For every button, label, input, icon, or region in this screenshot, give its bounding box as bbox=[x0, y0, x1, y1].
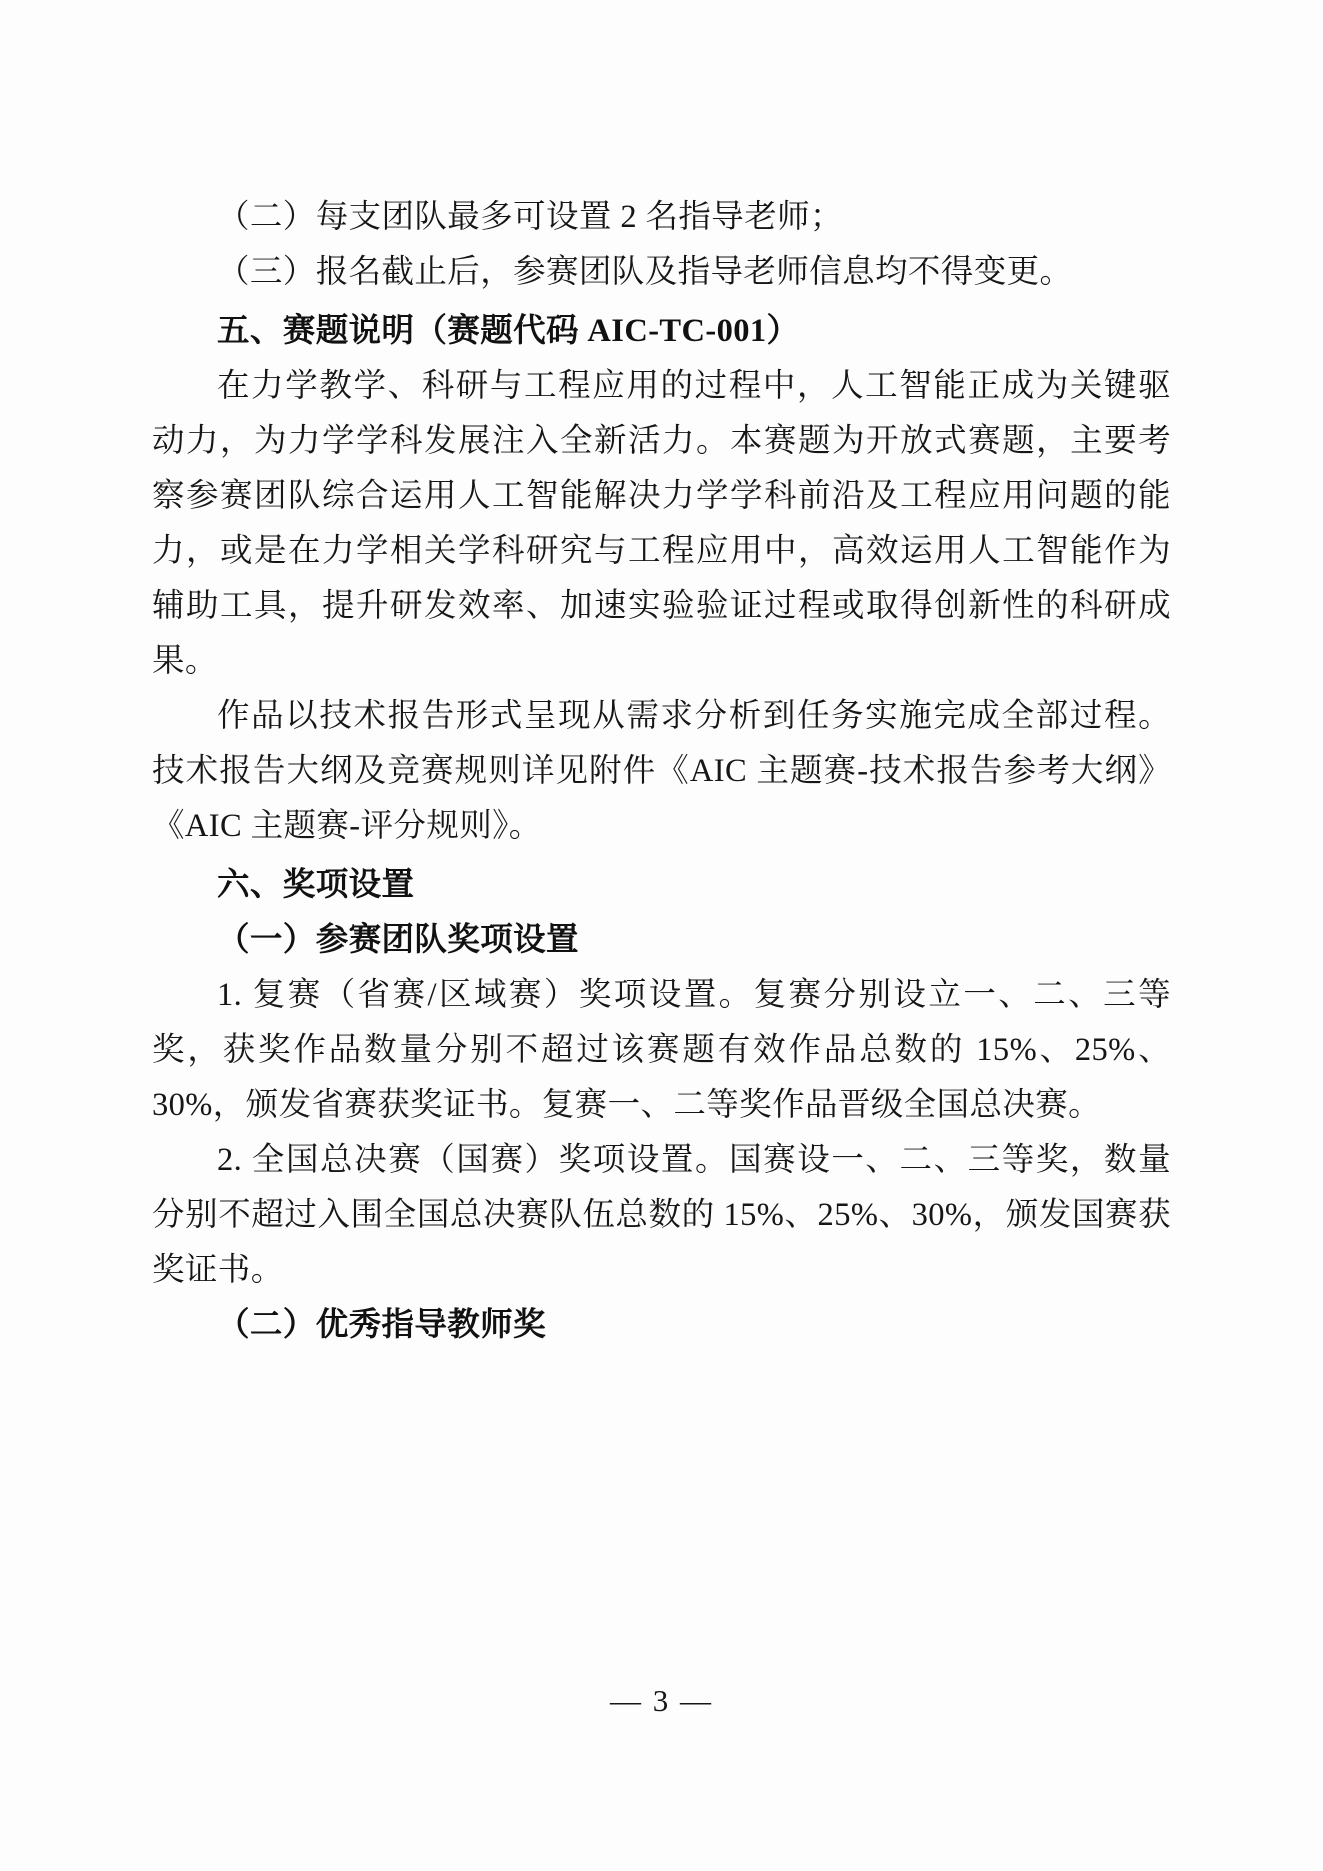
paragraph-item-two: （二）每支团队最多可设置 2 名指导老师； bbox=[217, 199, 843, 235]
paragraph-award-item-1: 1. 复赛（省赛/区域赛）奖项设置。复赛分别设立一、二、三等奖，获奖作品数量分别不超过该赛题有效作品总数的 15%、25%、30%，颁发省赛获奖证书。复赛一、二等奖作品晋级全国总决赛。 bbox=[152, 977, 1171, 1123]
heading-section-five: 五、赛题说明（赛题代码 AIC-TC-001） bbox=[217, 313, 800, 349]
paragraph-section-five-2: 作品以技术报告形式呈现从需求分析到任务实施完成全部过程。技术报告大纲及竞赛规则详见附件《AIC 主题赛-技术报告参考大纲》《AIC 主题赛-评分规则》。 bbox=[152, 698, 1171, 844]
paragraph-award-item-2: 2. 全国总决赛（国赛）奖项设置。国赛设一、二、三等奖，数量分别不超过入围全国总决赛队伍总数的 15%、25%、30%，颁发国赛获奖证书。 bbox=[152, 1142, 1172, 1288]
document-body bbox=[152, 190, 1171, 1353]
subheading-advisor-award: （二）优秀指导教师奖 bbox=[217, 1307, 547, 1343]
paragraph-item-three: （三）报名截止后，参赛团队及指导老师信息均不得变更。 bbox=[217, 254, 1073, 290]
page-number: — 3 — bbox=[610, 1683, 713, 1718]
subheading-team-awards: （一）参赛团队奖项设置 bbox=[217, 922, 579, 958]
paragraph-section-five-1: 在力学教学、科研与工程应用的过程中，人工智能正成为关键驱动力，为力学学科发展注入全新活力。本赛题为开放式赛题，主要考察参赛团队综合运用人工智能解决力学学科前沿及工程应用问题的能力，或是在力学相关学科研究与工程应用中，高效运用人工智能作为辅助工具，提升研发效率、加速实验验证过程或取得创新性的科研成果。 bbox=[152, 368, 1171, 679]
page-footer bbox=[0, 1681, 1323, 1721]
heading-section-six: 六、奖项设置 bbox=[217, 867, 415, 903]
